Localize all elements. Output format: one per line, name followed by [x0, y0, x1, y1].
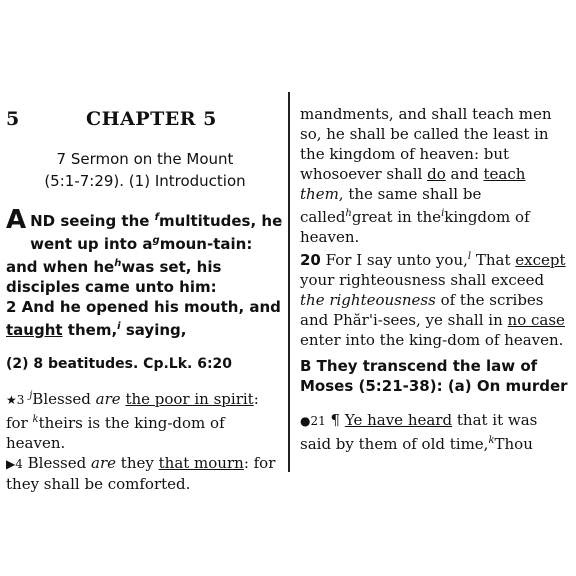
verse-3-text-2: : for — [6, 390, 259, 432]
verse-4-text-3: : for they shall be comforted. — [6, 454, 276, 493]
pilcrow-icon: ¶ — [330, 411, 341, 429]
verse-3-italic: are — [95, 390, 121, 408]
topic-line-1: 7 Sermon on the Mount — [56, 150, 234, 168]
cont-underlined-do: do — [427, 165, 446, 183]
verse-1-text-1: ND seeing the — [30, 212, 150, 230]
verse-20-italic: the righteousness — [300, 291, 436, 309]
verse-20 — [300, 247, 572, 350]
footnote-h: h — [114, 258, 122, 269]
verse-2 — [6, 297, 284, 340]
footnote-i-right: i — [441, 208, 445, 219]
footnote-k: k — [32, 414, 39, 425]
verse-20-text-2: That — [475, 251, 511, 269]
cont-text-1: mandments, and shall teach men so, he shall be called the least in the kingdom of heaven: but whosoever shall — [300, 105, 552, 183]
footnote-h-right: h — [345, 208, 352, 219]
verse-21-text-1: that it was said by them of old time, — [300, 411, 538, 453]
verse-4-italic: are — [91, 454, 117, 472]
verse-20-underlined-no-case: no case — [507, 311, 565, 329]
verse-4-text-1: Blessed — [27, 454, 87, 472]
verse-3-marker: ★3 — [6, 393, 25, 407]
footnote-j: j — [29, 390, 33, 401]
verse-2-text-2: them, — [67, 321, 118, 339]
cont-text-3: , the same shall be called — [300, 185, 482, 226]
footnote-l: l — [467, 251, 472, 262]
verse-1-text-3: moun-tain: and when he — [6, 235, 253, 276]
verse-2-underlined: taught — [6, 321, 63, 339]
verse-20-text-1: For I say unto you, — [325, 251, 468, 269]
chapter-number: 5 — [6, 108, 20, 130]
topic-heading — [6, 148, 284, 192]
section-heading: B They transcend the law of Moses (5:21-38): (a) On murder — [300, 357, 568, 395]
verse-2-text-3: saying, — [125, 321, 187, 339]
verse-20-text-5: enter into the king-dom of heaven. — [300, 331, 564, 349]
verse-20-number: 20 — [300, 251, 321, 269]
drop-cap: A — [6, 205, 27, 235]
verse-20-text-3: your righteousness shall exceed — [300, 271, 545, 289]
cont-italic-them: them — [300, 185, 339, 203]
subheading-beatitudes: (2) 8 beatitudes. Cp.Lk. 6:20 — [6, 356, 233, 372]
cont-text-4: great in the — [351, 208, 442, 226]
verse-3-underlined: the poor in spirit — [125, 390, 254, 408]
cont-underlined-teach: teach — [483, 165, 526, 183]
topic-line-2: (5:1-7:29). (1) Introduction — [44, 172, 246, 190]
left-column — [6, 104, 284, 494]
verse-21-underlined: Ye have heard — [344, 411, 453, 429]
chapter-title: CHAPTER 5 — [86, 108, 217, 130]
verse-4 — [6, 453, 284, 494]
footnote-k-right: k — [488, 435, 495, 446]
verse-4-text-2: they — [120, 454, 154, 472]
chapter-header — [6, 104, 284, 138]
verse-4-underlined: that mourn — [158, 454, 244, 472]
verse-3 — [6, 386, 284, 453]
cont-text-2: and — [450, 165, 479, 183]
footnote-f: f — [154, 212, 160, 223]
verse-21-text-2: Thou — [494, 435, 533, 453]
verse-3-text-3: theirs is the king-dom of heaven. — [6, 414, 225, 452]
footnote-g: g — [152, 235, 160, 246]
verse-20-text-4: of the scribes and Phăr'i-sees, ye shall in — [300, 291, 544, 329]
right-column — [300, 104, 572, 454]
continued-text — [300, 104, 572, 247]
verse-1-text-2: multitudes, he went up into a — [30, 212, 283, 253]
cont-text-5: kingdom of heaven. — [300, 208, 530, 246]
verse-21-marker: ●21 — [300, 414, 326, 428]
column-divider — [288, 92, 290, 472]
verse-4-marker: ▶4 — [6, 457, 23, 471]
verse-20-underlined-except: except — [515, 251, 566, 269]
verse-1-text-4: was set, his disciples came unto him: — [6, 258, 222, 296]
verse-1 — [6, 205, 284, 297]
verse-3-text-1: Blessed — [32, 390, 91, 408]
verse-2-text-1: 2 And he opened his mouth, and — [6, 298, 281, 316]
verse-21 — [300, 410, 572, 454]
footnote-i: i — [117, 321, 121, 332]
